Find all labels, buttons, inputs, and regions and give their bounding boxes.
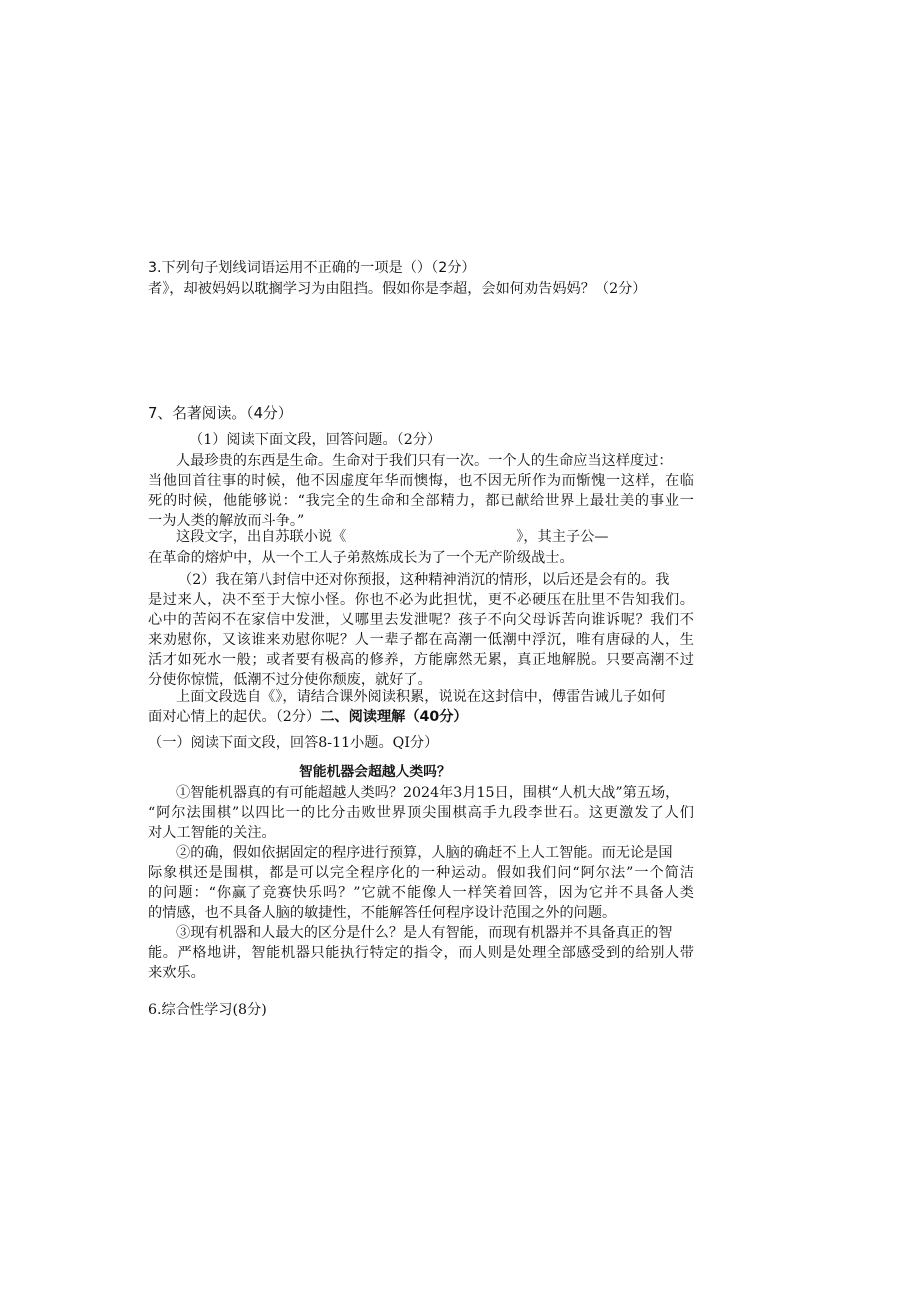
article-title: 智能机器会超越人类吗？ [299,764,451,780]
section-2-heading: 二、阅读理解（40分） [320,709,468,725]
q7-part1-question-a: 这段文字，出自苏联小说《 [176,529,347,545]
q7-part2-line: 心中的苦闷不在家信中发泄，乂哪里去发泄呢？孩子不向父母诉苦向谁诉呢？我们不 [148,612,694,628]
q7-part2-question-b: 面对心情上的起伏。（2分） [148,709,321,725]
article-paragraph-line: ①智能机器真的有可能超越人类吗？2024年3月15日，围棋“人机大战”第五场， [176,785,680,801]
article-paragraph-line: ③现有机器和人最大的区分是什么？是人有智能，而现有机器并不具备真正的智 [176,925,673,941]
question-7-title: 7、名著阅读。（4分） [148,405,293,422]
question-3-stem: 3.下列句子划线词语运用不正确的一项是（）（2分） [148,260,476,276]
q7-passage-line: 死的时候，他能够说：“我完全的生命和全部精力，都已献给世界上最壮美的事业一 [148,493,694,509]
article-paragraph-line: 对人工智能的关注。 [148,825,276,841]
question-6-title: 6.综合性学习(8分) [148,1002,267,1018]
q7-part2-line: 活才如死水一般；或者要有极高的修养，方能廓然无累，真正地解脱。只要高潮不过 [148,652,694,668]
q7-passage-line: 人最珍贵的东西是生命。生命对于我们只有一次。一个人的生命应当这样度过： [176,453,673,469]
q7-part2-line: 分使你惊慌，低潮不过分使你颓废，就好了。 [148,672,432,688]
q7-part2-line: （2）我在第八封信中还对你预报，这种精神消沉的情形，以后还是会有的。我 [178,572,670,588]
q7-part1-instruction: （1）阅读下面文段，回答问题。（2分） [189,432,442,448]
article-paragraph-line: 的问题：“你赢了竞赛快乐吗？”它就不能像人一样笑着回答，因为它并不具备人类 [148,885,694,901]
q7-part1-question [176,527,608,547]
q7-passage-line: 当他回首往事的时候，他不因虚度年华而懊悔，也不因无所作为而惭愧一这样，在临 [148,473,694,489]
article-paragraph-line: 来欢乐。 [148,965,205,981]
q7-part2-line: 是过来人，决不至于大惊小怪。你也不必为此担忧，更不必硬压在肚里不告知我们。 [148,592,694,608]
q7-part2-question-a: 上面文段选自《》，请结合课外阅读积累，说说在这封信中，傅雷告诫儿子如何 [176,689,666,705]
q7-part1-question-c: 在革命的熔炉中，从一个工人子弟熬炼成长为了一个无产阶级战士。 [148,550,574,566]
question-fragment: 者》，却被妈妈以耽搁学习为由阻挡。假如你是李超，会如何劝告妈妈？（2分） [148,281,647,297]
q7-part1-question-b: 》，其主子公— [516,529,609,545]
article-paragraph-line: “阿尔法围棋”以四比一的比分击败世界顶尖围棋高手九段李世石。这更激发了人们 [148,805,694,821]
q7-part2-line: 来劝慰你，又该谁来劝慰你呢？人一辈子都在高潮一低潮中浮沉，唯有唐碌的人，生 [148,632,694,648]
q7-passage-line: 一为人类的解放而斗争。” [148,513,305,529]
reading-instruction: （一）阅读下面文段，回答8-11小题。QI分） [148,735,439,751]
q7-part2-question-b-line [148,707,468,727]
article-paragraph-line: 的情感，也不具备人脑的敏捷性，不能解答任何程序设计范围之外的问题。 [148,905,617,921]
article-paragraph-line: 际象棋还是围棋，都是可以完全程序化的一种运动。假如我们问“阿尔法”一个简洁 [148,865,694,881]
article-paragraph-line: 能。严格地讲，智能机器只能执行特定的指令，而人则是处理全部感受到的给别人带 [148,945,694,961]
article-paragraph-line: ②的确，假如依据固定的程序进行预算，人脑的确赶不上人工智能。而无论是国 [176,845,673,861]
